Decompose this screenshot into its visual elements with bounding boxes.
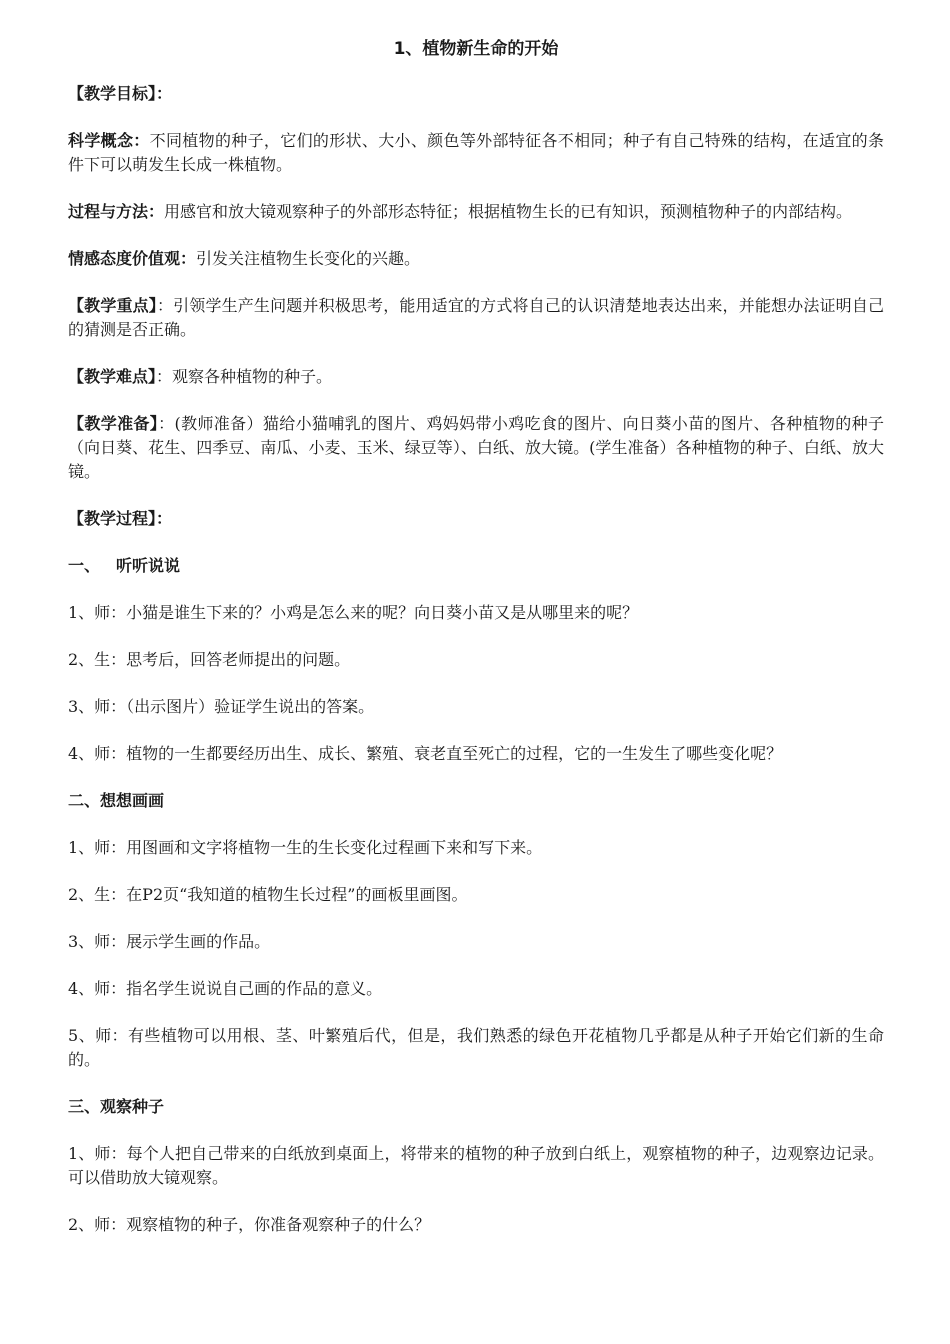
method-text: 用感官和放大镜观察种子的外部形态特征；根据植物生长的已有知识，预测植物种子的内部结构。 <box>164 202 853 221</box>
attitude-text: 引发关注植物生长变化的兴趣。 <box>196 249 421 268</box>
list-item: 5、师：有些植物可以用根、茎、叶繁殖后代，但是，我们熟悉的绿色开花植物几乎都是从种子开始它们新的生命的。 <box>68 1026 884 1069</box>
list-item: 3、师：（出示图片）验证学生说出的答案。 <box>68 697 375 716</box>
section-number: 一、 <box>68 556 101 575</box>
section-heading <box>68 554 884 578</box>
list-item: 3、师：展示学生画的作品。 <box>68 932 271 951</box>
key-points <box>68 294 884 342</box>
list-item: 2、师：观察植物的种子，你准备观察种子的什么？ <box>68 1215 431 1234</box>
method-label: 过程与方法： <box>68 202 165 221</box>
difficulty-label: 【教学难点】 <box>68 367 157 386</box>
preparation-label: 【教学准备】 <box>68 414 159 433</box>
preparation-text: ：(教师准备）猫给小猫哺乳的图片、鸡妈妈带小鸡吃食的图片、向日葵小苗的图片、各种植物的种子（向日葵、花生、四季豆、南瓜、小麦、玉米、绿豆等）、白纸、放大镜。(学生准备）各种植物的种子、白纸、放大镜。 <box>68 414 884 481</box>
key-points-label: 【教学重点】 <box>68 296 157 315</box>
section-title: 观察种子 <box>100 1097 165 1116</box>
list-item: 1、师：每个人把自己带来的白纸放到桌面上，将带来的植物的种子放到白纸上，观察植物的种子，边观察边记录。可以借助放大镜观察。 <box>68 1144 884 1187</box>
attitude-label: 情感态度价值观： <box>68 249 197 268</box>
list-item: 1、师：用图画和文字将植物一生的生长变化过程画下来和写下来。 <box>68 838 543 857</box>
list-item: 2、生：在P2页“我知道的植物生长过程”的画板里画图。 <box>68 885 468 904</box>
section-title: 想想画画 <box>100 791 165 810</box>
difficulty <box>68 365 884 389</box>
section-title: 听听说说 <box>116 556 181 575</box>
objective-concept <box>68 129 884 177</box>
preparation <box>68 412 884 484</box>
section-number: 二、 <box>68 791 101 810</box>
concept-text: 不同植物的种子，它们的形状、大小、颜色等外部特征各不相同；种子有自己特殊的结构，在适宜的条件下可以萌发生长成一株植物。 <box>68 131 884 174</box>
section-number: 三、 <box>68 1097 101 1116</box>
concept-label: 科学概念： <box>68 131 150 150</box>
key-points-text: ：引领学生产生问题并积极思考，能用适宜的方式将自己的认识清楚地表达出来，并能想办法证明自己的猜测是否正确。 <box>68 296 884 339</box>
list-item: 4、师：植物的一生都要经历出生、成长、繁殖、衰老直至死亡的过程，它的一生发生了哪些变化呢？ <box>68 744 783 763</box>
document-title: 1、植物新生命的开始 <box>393 39 559 59</box>
objectives-heading: 【教学目标】： <box>68 84 173 103</box>
list-item: 2、生：思考后，回答老师提出的问题。 <box>68 650 351 669</box>
objective-attitude <box>68 247 884 271</box>
list-item: 1、师：小猫是谁生下来的？小鸡是怎么来的呢？向日葵小苗又是从哪里来的呢？ <box>68 603 639 622</box>
process-heading: 【教学过程】： <box>68 509 173 528</box>
document-page <box>68 36 884 1260</box>
section-heading <box>68 1095 884 1119</box>
list-item: 4、师：指名学生说说自己画的作品的意义。 <box>68 979 383 998</box>
difficulty-text: ：观察各种植物的种子。 <box>156 367 333 386</box>
section-heading <box>68 789 884 813</box>
objective-method <box>68 200 884 224</box>
